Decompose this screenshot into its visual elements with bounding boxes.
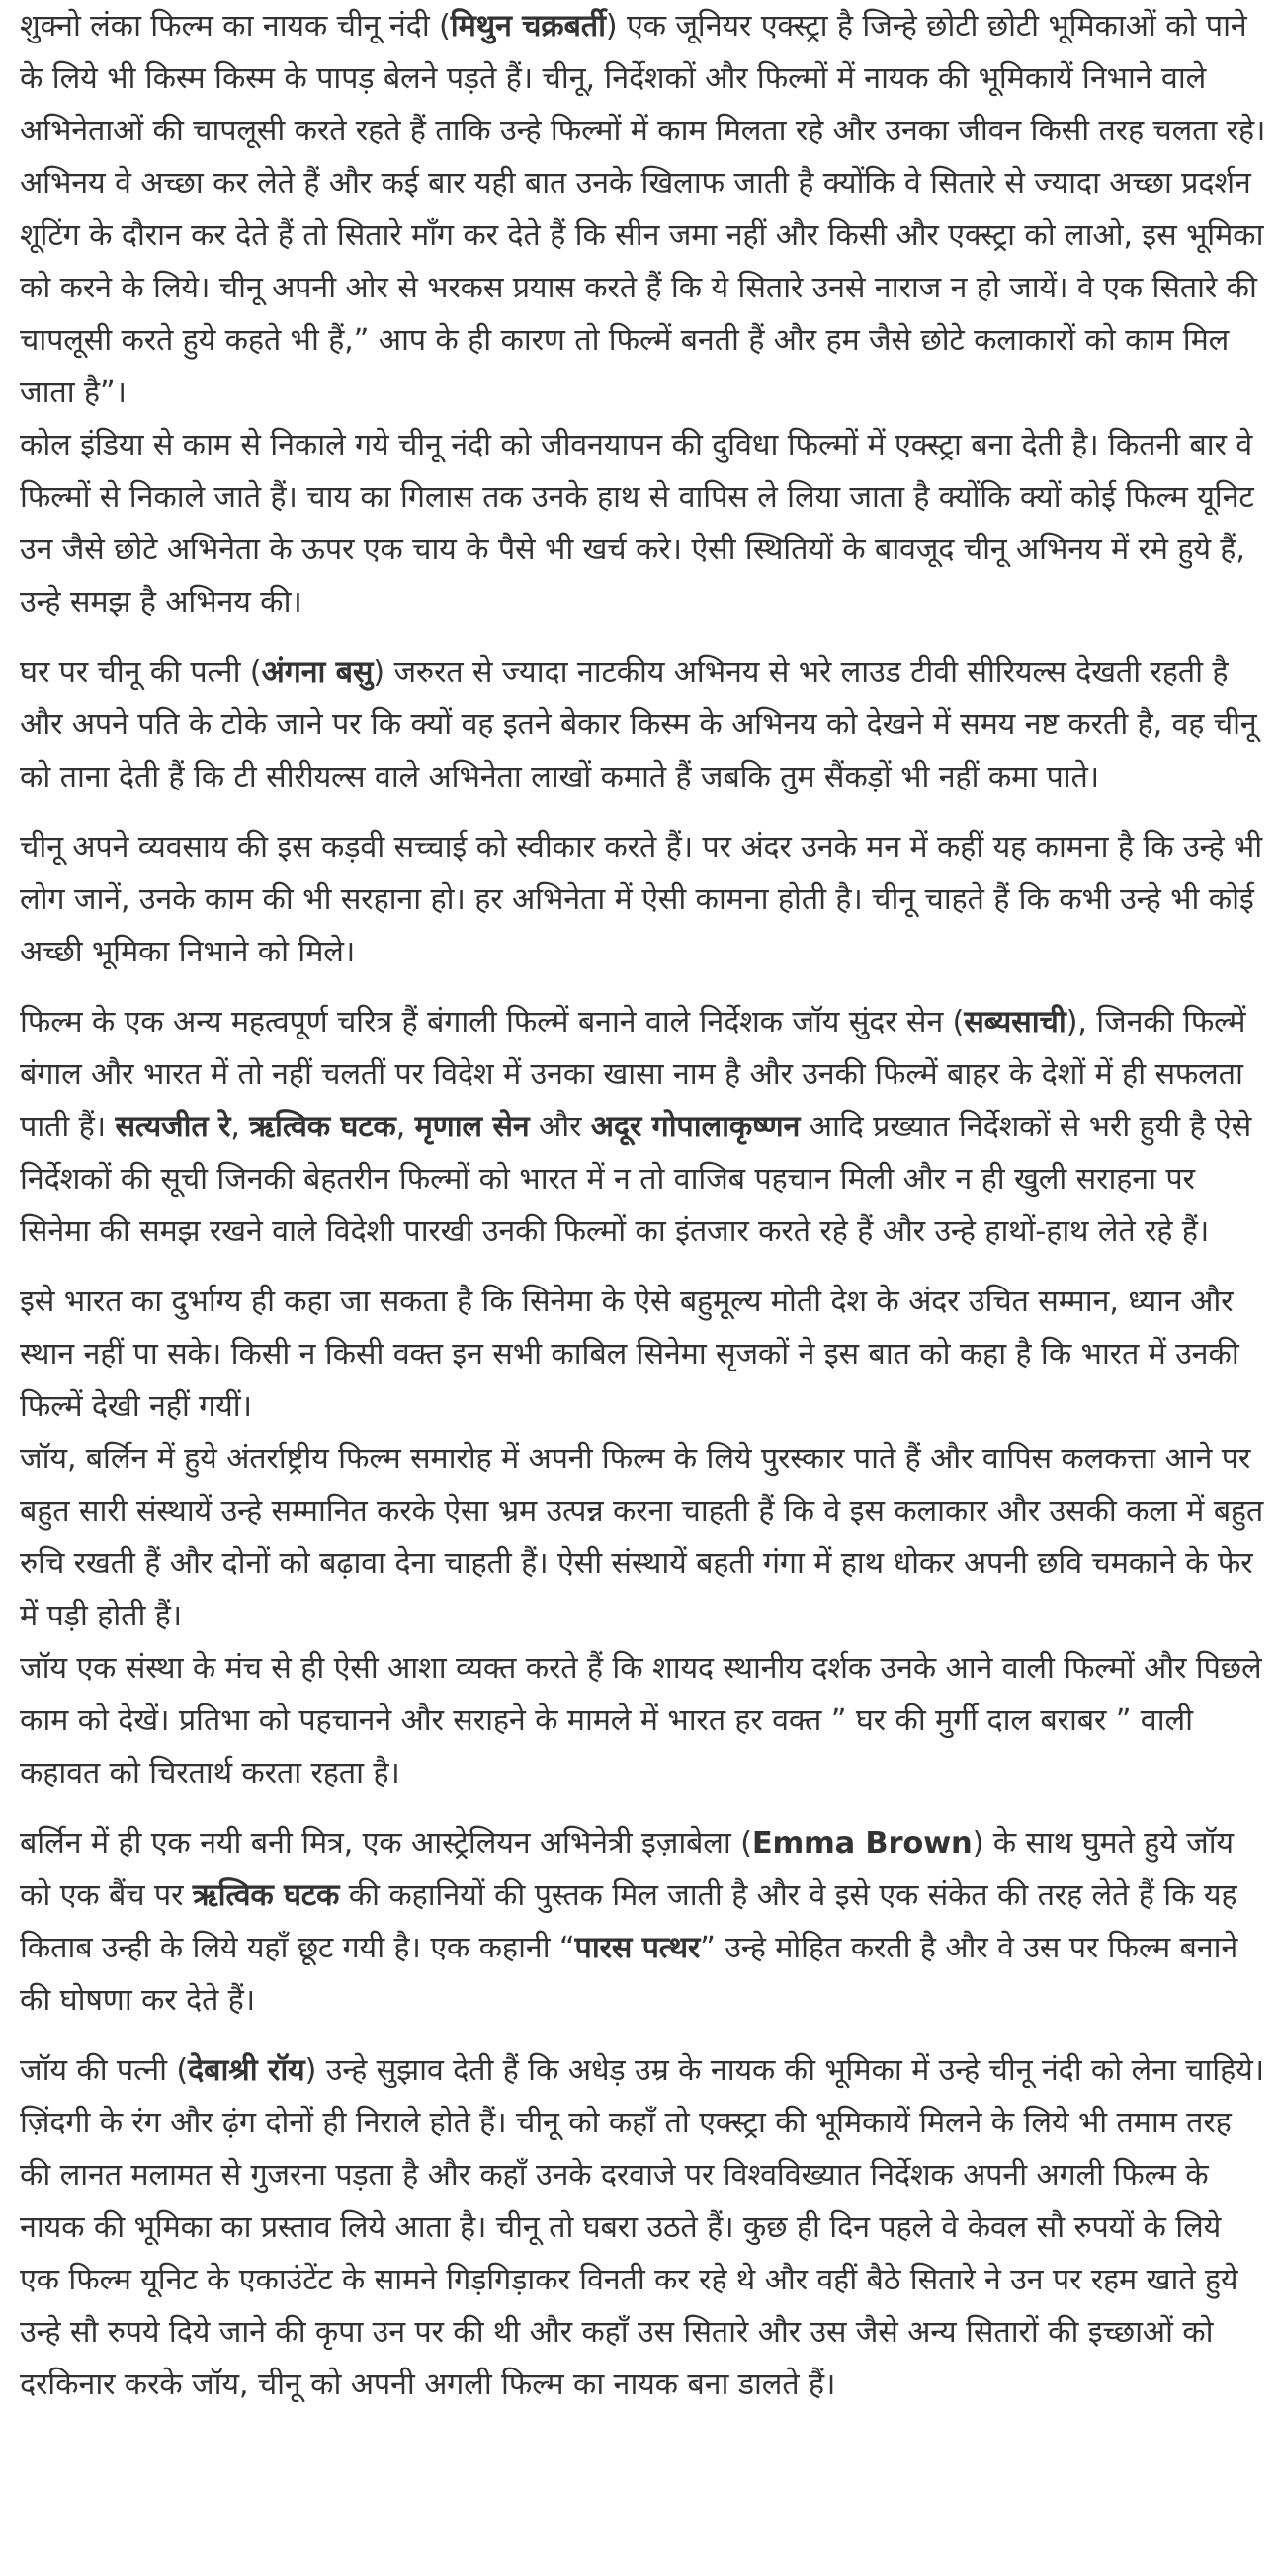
text-segment: ) के साथ घुमते हुये जॉय को एक बैंच पर <box>20 1826 1234 1913</box>
bold-name: Emma Brown <box>751 1826 973 1861</box>
paragraph-3 <box>20 646 1269 803</box>
text-segment: शुक्नो लंका फिल्म का नायक चीनू नंदी ( <box>20 9 451 43</box>
text-segment: इसे भारत का दुर्भाग्य ही कहा जा सकता है कि सिनेमा के ऐसे बहुमूल्य मोती देश के अंदर उचित सम्मान, ध्यान और स्थान नहीं पा सके। किसी न किसी वक्त इन सभी काबिल सिनेमा सृजकों ने इस बात को कहा है कि भारत में उनकी फिल्में देखी नहीं गयीं। <box>20 1285 1239 1424</box>
paragraph-2 <box>20 419 1269 628</box>
paragraph-6 <box>20 1276 1269 1433</box>
bold-name: अदूर गोपालाकृष्णन <box>590 1110 801 1144</box>
text-segment: कोल इंडिया से काम से निकाले गये चीनू नंदी को जीवनयापन की दुविधा फिल्मों में एक्स्ट्रा बना देती है। कितनी बार वे फिल्मों से निकाले जाते हैं। चाय का गिलास तक उनके हाथ से वापिस ले लिया जाता है क्योंकि क्यों कोई फिल्म यूनिट उन जैसे छोटे अभिनेता के ऊपर एक चाय के पैसे भी खर्च करे। ऐसी स्थितियों के बावजूद चीनू अभिनय में रमे हुये हैं, उन्हे समझ है अभिनय की। <box>20 428 1254 620</box>
text-segment: चीनू अपने व्यवसाय की इस कड़वी सच्चाई को स्वीकार करते हैं। पर अंदर उनके मन में कहीं यह कामना है कि उन्हे भी लोग जानें, उनके काम की भी सरहाना हो। हर अभिनेता में ऐसी कामना होती है। चीनू चाहते हैं कि कभी उन्हे भी कोई अच्छी भूमिका निभाने को मिले। <box>20 830 1263 969</box>
bold-name: ऋत्विक घटक <box>249 1110 396 1144</box>
paragraph-8 <box>20 1642 1269 1799</box>
text-segment: ), जिनकी फिल्में बंगाल और भारत में तो नहीं चलतीं पर विदेश में उनका खासा नाम है और उनकी फिल्में बाहर के देशों में ही सफलता पाती हैं। <box>20 1005 1246 1144</box>
text-segment: की कहानियों की पुस्तक मिल जाती है और वे इसे एक संकेत की तरह लेते हैं कि यह किताब उन्ही के लिये यहाँ छूट गयी है। एक कहानी “ <box>20 1878 1237 1965</box>
bold-name: सत्यजीत रे <box>115 1110 231 1144</box>
bold-name: सब्यसाची <box>964 1005 1066 1039</box>
text-segment: बर्लिन में ही एक नयी बनी मित्र, एक आस्ट्रेलियन अभिनेत्री इज़ाबेला ( <box>20 1826 752 1861</box>
paragraph-4 <box>20 821 1269 978</box>
paragraph-9 <box>20 1817 1269 2027</box>
text-segment: ज़िंदगी के रंग और ढ़ंग दोनों ही निराले होते हैं। चीनू को कहाँ तो एक्स्ट्रा की भूमिकायें मिलने के लिये भी तमाम तरह की लानत मलामत से गुजरना पड़ता है और कहाँ उनके दरवाजे पर विश्वविख्यात निर्देशक अपनी अगली फिल्म के नायक की भूमिका का प्रस्ताव लिये आता है। चीनू तो घबरा उठते हैं। कुछ ही दिन पहले वे केवल सौ रुपयों के लिये एक फिल्म यूनिट के एकाउंटेंट के सामने गिड़गिड़ाकर विनती कर रहे थे और वहीं बैठे सितारे ने उन पर रहम खाते हुये उन्हे सौ रुपये दिये जाने की कृपा उन पर की थी और कहाँ उस सितारे और उस जैसे अन्य सितारों की इच्छाओं को दरकिनार करके जॉय, चीनू को अपनी अगली फिल्म का नायक बना डालते हैं। <box>20 2106 1238 2402</box>
bold-name: देबाश्री रॉय <box>188 2053 305 2088</box>
text-segment: आदि प्रख्यात निर्देशकों से भरी हुयी है ऐसे निर्देशकों की सूची जिनकी बेहतरीन फिल्मों को भारत में न तो वाजिब पहचान मिली और न ही खुली सराहना पर सिनेमा की समझ रखने वाले विदेशी पारखी उनकी फिल्मों का इंतजार करते रहे हैं और उन्हे हाथों-हाथ लेते रहे हैं। <box>20 1110 1252 1249</box>
paragraph-10 <box>20 2044 1269 2097</box>
text-segment: ) जरुरत से ज्यादा नाटकीय अभिनय से भरे लाउड टीवी सीरियल्स देखती रहती है और अपने पति के टोके जाने पर कि क्यों वह इतने बेकार किस्म के अभिनय को देखने में समय नष्ट करती है, वह चीनू को ताना देती हैं कि टी सीरीयल्स वाले अभिनेता लाखों कमाते हैं जबकि तुम सैंकड़ों भी नहीं कमा पाते। <box>20 655 1257 794</box>
text-segment: फिल्म के एक अन्य महत्वपूर्ण चरित्र हैं बंगाली फिल्में बनाने वाले निर्देशक जॉय सुंदर सेन ( <box>20 1005 965 1039</box>
text-segment: जॉय एक संस्था के मंच से ही ऐसी आशा व्यक्त करते हैं कि शायद स्थानीय दर्शक उनके आने वाली फिल्मों और पिछले काम को देखें। प्रतिभा को पहचानने और सराहने के मामले में भारत हर वक्त ” घर की मुर्गी दाल बराबर ” वाली कहावत को चिरतार्थ करता रहता है। <box>20 1651 1262 1790</box>
text-segment: ” उन्हे मोहित करती है और वे उस पर फिल्म बनाने की घोषणा कर देते हैं। <box>20 1931 1238 2018</box>
bold-name: मृणाल सेन <box>414 1110 530 1144</box>
text-segment: ) उन्हे सुझाव देती हैं कि अधेड़ उम्र के नायक की भूमिका में उन्हे चीनू नंदी को लेना चाहिये। <box>304 2053 1264 2088</box>
text-segment: , <box>230 1110 250 1144</box>
text-segment: और <box>529 1110 591 1144</box>
paragraph-5 <box>20 996 1269 1258</box>
bold-name: मिथुन चक्रबर्ती <box>450 9 606 43</box>
text-segment: जॉय, बर्लिन में हुये अंतर्राष्ट्रीय फिल्म समारोह में अपनी फिल्म के लिये पुरस्कार पाते हैं और वापिस कलकत्ता आने पर बहुत सारी संस्थायें उन्हे सम्मानित करके ऐसा भ्रम उत्पन्न करना चाहती हैं कि वे इस कलाकार और उसकी कला में बहुत रुचि रखती हैं और दोनों को बढ़ावा देना चाहती हैं। ऐसी संस्थायें बहती गंगा में हाथ धोकर अपनी छवि चमकाने के फेर में पड़ी होती हैं। <box>20 1442 1264 1633</box>
bold-name: पारस पत्थर <box>574 1931 701 1965</box>
paragraph-7 <box>20 1433 1269 1642</box>
text-segment: , <box>395 1110 415 1144</box>
bold-name: ऋत्विक घटक <box>192 1878 340 1913</box>
text-segment: जॉय की पत्नी ( <box>20 2053 189 2088</box>
text-segment: ) एक जूनियर एक्स्ट्रा है जिन्हे छोटी छोटी भूमिकाओं को पाने के लिये भी किस्म किस्म के पापड़ बेलने पड़ते हैं। चीनू, निर्देशकों और फिल्मों में नायक की भूमिकायें निभाने वाले अभिनेताओं की चापलूसी करते रहते हैं ताकि उन्हे फिल्मों में काम मिलता रहे और उनका जीवन किसी तरह चलता रहे। अभिनय वे अच्छा कर लेते हैं और कई बार यही बात उनके खिलाफ जाती है क्योंकि वे सितारे से ज्यादा अच्छा प्रदर्शन शूटिंग के दौरान कर देते हैं तो सितारे माँग कर देते हैं कि सीन जमा नहीं और किसी और एक्स्ट्रा को लाओ, इस भूमिका को करने के लिये। चीनू अपनी ओर से भरकस प्रयास करते हैं कि ये सितारे उनसे नाराज न हो जायें। वे एक सितारे की चापलूसी करते हुये कहते भी हैं,” आप के ही कारण तो फिल्में बनती हैं और हम जैसे छोटे कलाकारों को काम मिल जाता है”। <box>20 9 1266 410</box>
paragraph-1 <box>20 0 1269 419</box>
paragraph-11 <box>20 2097 1269 2411</box>
text-segment: घर पर चीनू की पत्नी ( <box>20 655 262 690</box>
bold-name: अंगना बसु <box>261 655 374 690</box>
